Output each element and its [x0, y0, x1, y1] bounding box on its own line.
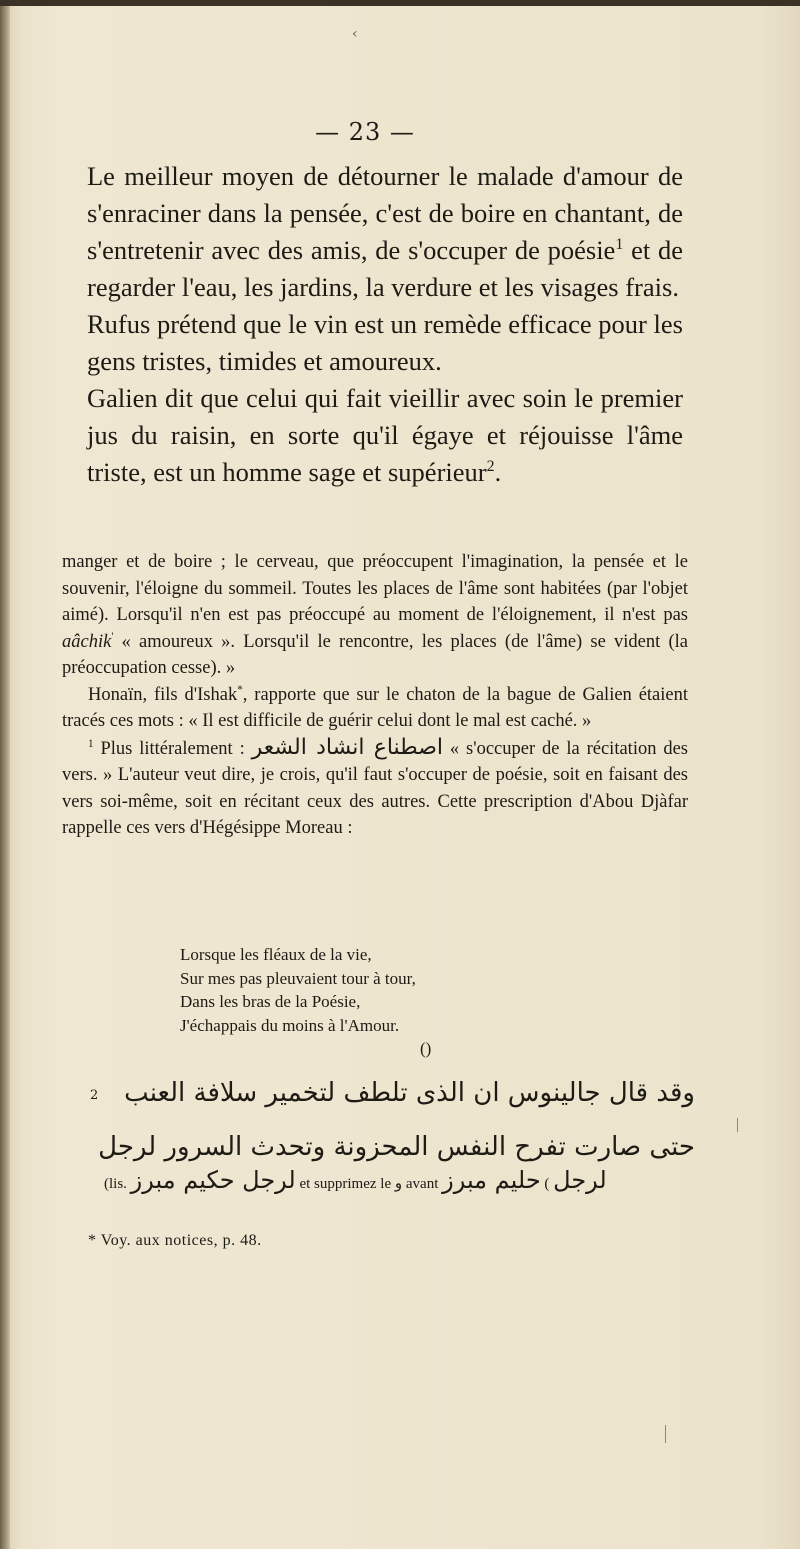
paragraph-1: Le meilleur moyen de détourner le malade d'amour de s'enraciner dans la pensée, c'est de boire en chantant, de s'entretenir avec des amis, de s'occuper de poésie$^1$ et de regarder l'eau, les jardins, la verdure et les visages frais.	[87, 161, 683, 302]
footnote-star: * Voy. aux notices, p. 48.	[88, 1232, 262, 1249]
binding-edge	[0, 0, 10, 1549]
main-text	[87, 158, 683, 491]
margin-mark	[737, 1118, 738, 1132]
poem-source: ()	[420, 1039, 432, 1058]
arabic-line-1: وقد قال جالينوس ان الذى تلطف لتخمير سلافة العنب	[124, 1078, 695, 1108]
note-honain: Honaïn, fils d'Ishak*, rapporte que sur le chaton de la bague de Galien étaient tracés ces mots : « Il est difficile de guérir celui dont le mal est caché. »	[62, 683, 688, 731]
paragraph-3: Galien dit que celui qui fait vieillir avec soin le premier jus du raisin, en sorte qu'il égaye et réjouisse l'âme triste, est un homme sage et supérieur$^2$.	[87, 383, 683, 487]
top-border	[0, 0, 800, 6]
poem-line: Lorsque les fléaux de la vie,	[180, 945, 372, 964]
note-continuation: manger et de boire ; le cerveau, que préoccupent l'imagination, la pensée et le souvenir, l'éloigne du sommeil. Toutes les places de l'âme sont habitées (par l'objet aimé). Lorsqu'il n'en est pas préoccupé au moment de l'éloignement, il n'est pas aâchik' « amoureux ». Lorsqu'il le rencontre, les places (de l'âme) se vident (la préoccupation cesse). »	[62, 552, 688, 678]
paragraph-2: Rufus prétend que le vin est un remède efficace pour les gens tristes, timides et amoureux.	[87, 309, 683, 376]
arabic-inline-phrase: اصطناع انشاد الشعر	[251, 734, 444, 760]
arabic-line-2: حتى صارت تفرح النفس المحزونة وتحدث السرور لرجل	[98, 1132, 695, 1162]
poem-line: Sur mes pas pleuvaient tour à tour,	[180, 968, 416, 988]
poem-line: J'échappais du moins à l'Amour.	[180, 1015, 400, 1035]
poem	[180, 943, 600, 1061]
margin-mark	[665, 1425, 666, 1443]
poem-line: Dans les bras de la Poésie,	[180, 992, 361, 1011]
page-number: — 23 —	[315, 118, 415, 146]
stray-mark: ‹	[352, 26, 358, 42]
footnote-1: $^1$ Plus littéralement : اصطناع انشاد الشعر « s'occuper de la récitation des vers. » L'auteur veut dire, je crois, qu'il faut s'occuper de poésie, soit en faisant des vers soi-même, soit en récitant ceux des autres. Cette prescription d'Abou Djàfar rappelle ces vers d'Hégésippe Moreau :	[62, 734, 689, 838]
footnote-2-mark: 2	[90, 1088, 99, 1103]
continued-note	[62, 549, 688, 842]
correction-line: (lis. لرجل حكيم مبرز et supprimez le و avant لرجل ) حليم مبرز	[104, 1166, 607, 1194]
